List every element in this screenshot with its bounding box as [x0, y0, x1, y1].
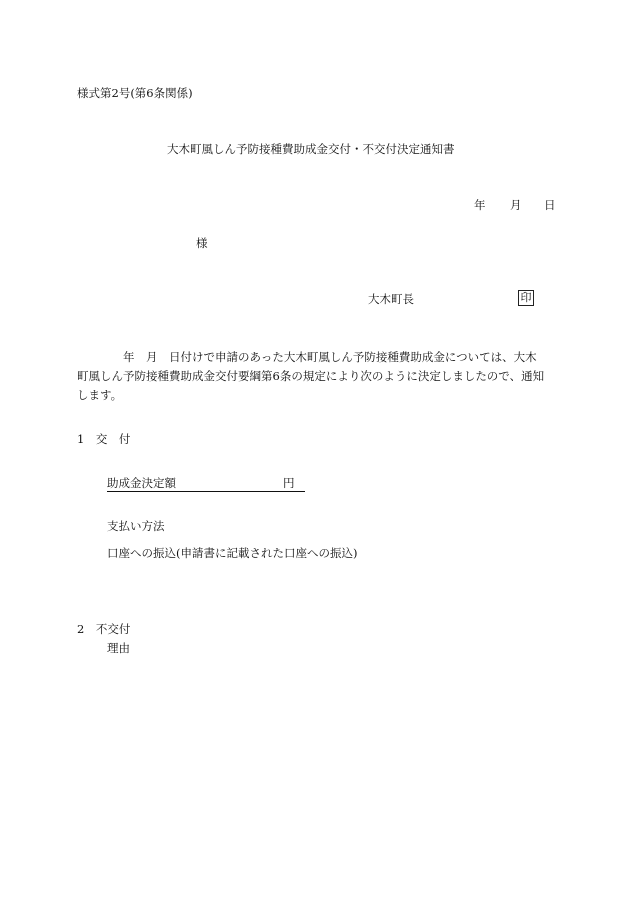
seal-mark: 印 [518, 290, 534, 306]
amount-unit: 円 [283, 476, 295, 490]
section-1-title: 1 交 付 [77, 432, 131, 446]
reason-label: 理由 [107, 641, 130, 655]
payment-method-label: 支払い方法 [107, 519, 165, 533]
addressee-suffix: 様 [196, 236, 208, 250]
date-month-label: 月 [510, 198, 522, 212]
form-number: 様式第2号(第6条関係) [77, 86, 193, 100]
issuer-name: 大木町長 [368, 292, 414, 306]
body-text-line-2: 町風しん予防接種費助成金交付要綱第6条の規定により次のように決定しましたので、通知 [77, 369, 545, 383]
amount-label: 助成金決定額 [107, 476, 176, 490]
amount-field [107, 476, 305, 492]
date-day-label: 日 [544, 198, 556, 212]
payment-method-value: 口座への振込(申請書に記載された口座への振込) [107, 546, 358, 560]
date-year-label: 年 [474, 198, 486, 212]
body-text-line-1: 年 月 日付けで申請のあった大木町風しん予防接種費助成金については、大木 [123, 350, 537, 364]
body-text-line-3: します。 [77, 388, 123, 402]
document-title: 大木町風しん予防接種費助成金交付・不交付決定通知書 [167, 142, 455, 156]
section-2-title: 2 不交付 [77, 622, 131, 636]
